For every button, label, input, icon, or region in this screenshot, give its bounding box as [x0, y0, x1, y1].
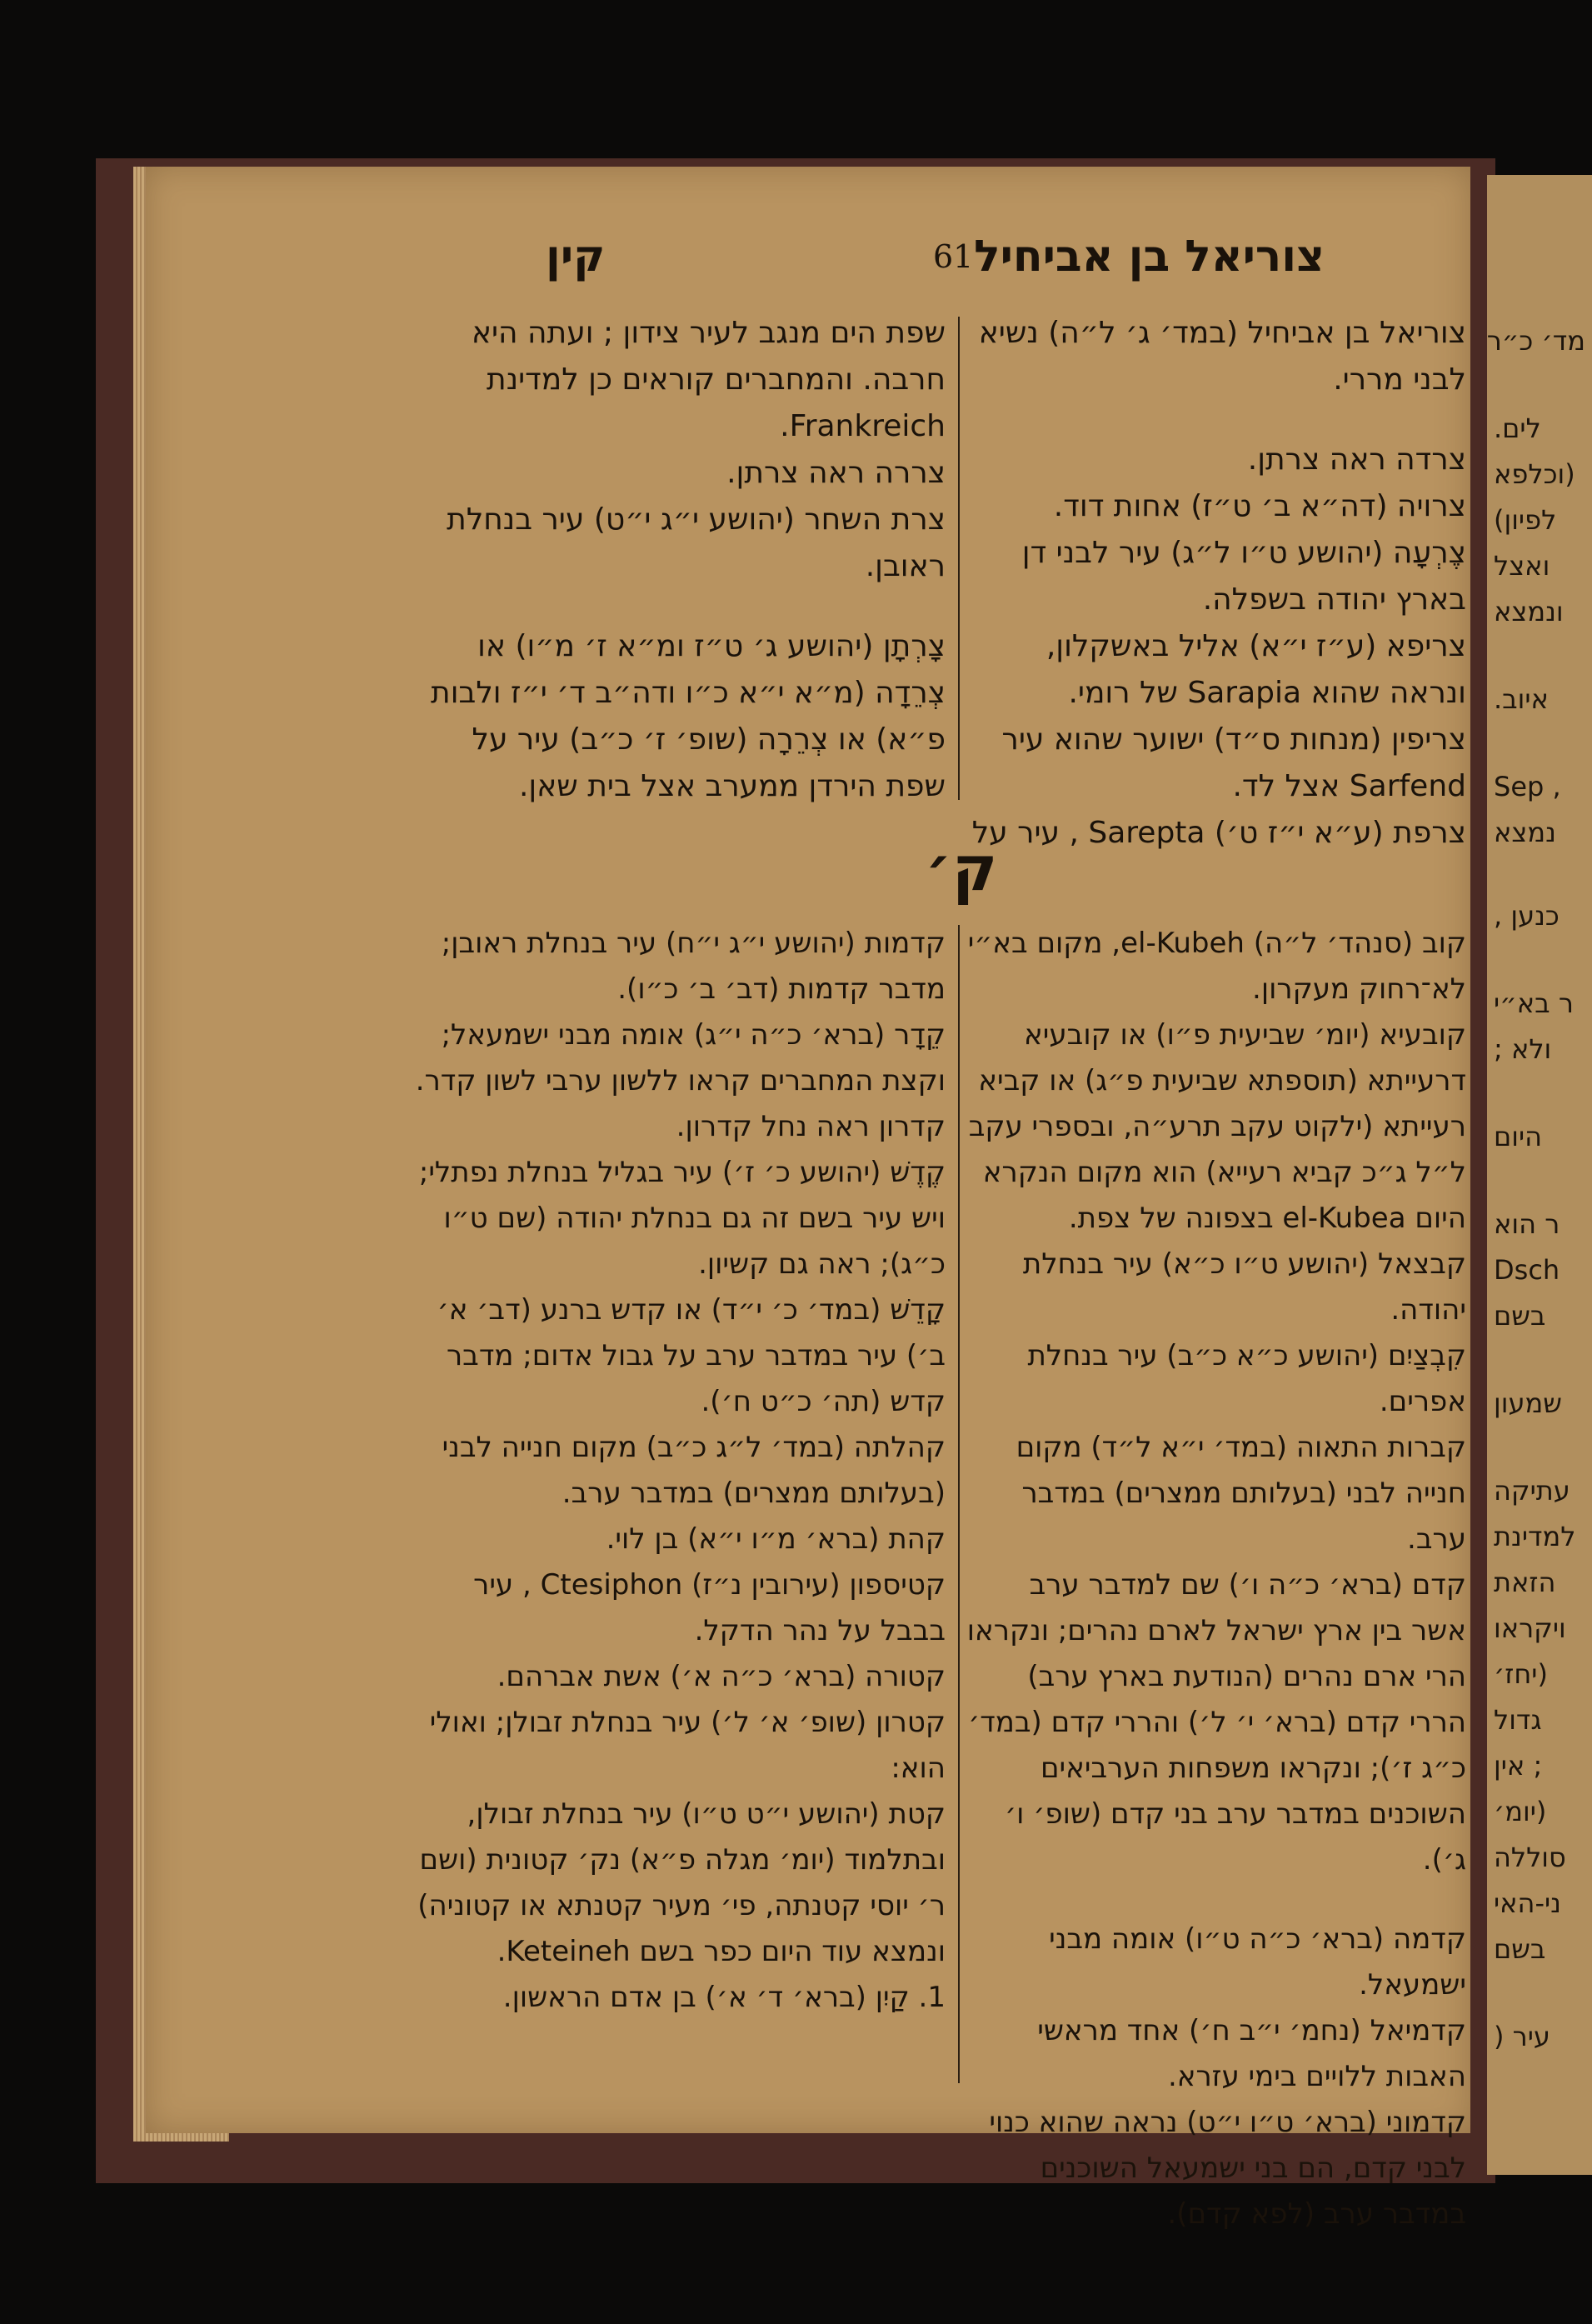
entry: קדרון ראה נחל קדרון.: [676, 1110, 946, 1143]
entry: קדם (ברא׳ כ״ה ו׳) שם למדבר ערב אשר בין ארץ ישראל לארם נהרים; ונקראו הרי ארם נהרים (הנודעת בארץ ערב) הררי קדם (ברא׳ י׳ ל׳) והררי קדם (במד׳ כ״ג ז׳); ונקראו משפחות הערביאים השוכנים במדבר ערב בני קדם (שופ׳ ו׳ ג׳).: [966, 1568, 1466, 1877]
header-title-right: צוריאל בן אביחיל: [974, 232, 1325, 282]
fragment: , Sep: [1494, 771, 1561, 802]
fragment: (יחז׳: [1494, 1658, 1548, 1690]
lower-right-column: [966, 921, 1466, 2237]
entry: קדמיאל (נחמ׳ י״ב ח׳) אחד מראשי האבות ללויים בימי עזרא.: [1037, 2014, 1466, 2093]
entry: קברות התאוה (במד׳ י״א ל״ד) מקום חנייה לבני (בעלותם ממצרים) במדבר ערב.: [1016, 1431, 1466, 1556]
running-header: [400, 232, 1325, 298]
adjacent-page-strip: [1487, 175, 1592, 2175]
entry: קִבְצַיִם (יהושע כ״א כ״ב) עיר בנחלת אפרים.: [1027, 1339, 1466, 1418]
fragment: ; אין: [1494, 1750, 1543, 1782]
entry: צרויה (דה״א ב׳ ט״ז) אחות דוד.: [1053, 489, 1466, 523]
entry: צֶרְעָה (יהושע ט״ו ל״ג) עיר לבני דן בארץ יהודה בשפלה.: [1021, 536, 1466, 617]
entry: קהלתה (במד׳ ל״ג כ״ב) מקום חנייה לבני (בעלותם ממצרים) במדבר ערב.: [442, 1431, 946, 1510]
fragment: נמצא: [1494, 817, 1556, 848]
fragment: בשם: [1494, 1933, 1546, 1965]
fragment: מד׳ כ״ר: [1487, 325, 1585, 357]
entry: 1. קַיִן (ברא׳ ד׳ א׳) בן אדם הראשון.: [502, 1981, 946, 2014]
fragment: (וכלפא: [1494, 458, 1575, 490]
entry: קטרון (שופ׳ א׳ ל׳) עיר בנחלת זבולן; ואולי הוא:: [429, 1706, 946, 1785]
entry: קוב (סנהד׳ ל״ה) el-Kubeh, מקום בא״י לא־רחוק מעקרון.: [967, 927, 1466, 1006]
lower-left-column: [408, 921, 946, 2021]
entry: קדמה (ברא׳ כ״ה ט״ו) אומה מבני ישמעאל.: [1049, 1922, 1466, 2002]
entry: צרת השחר (יהושע י״ג י״ט) עיר בנחלת ראובן.: [447, 502, 946, 583]
fragment: ויקראו: [1494, 1612, 1566, 1644]
fragment: (יומ׳: [1494, 1796, 1547, 1827]
fragment: היום: [1494, 1121, 1543, 1152]
entry: צריפא (ע״ז י״א) אליל באשקלון, ונראה שהוא Sarapia של רומי.: [1046, 629, 1466, 710]
entry: צררה ראה צרתן.: [726, 456, 946, 490]
entry: שפת הים מנגב לעיר צידון ; ועתה היא חרבה. והמחברים קוראים כן למדינת Frankreich.: [471, 316, 946, 443]
entry: קהת (ברא׳ מ״ו י״א) בן לוי.: [606, 1522, 946, 1556]
column-divider-lower: [958, 925, 960, 2083]
fragment: הזאת: [1494, 1567, 1556, 1598]
entry: צָרְתָן (יהושע ג׳ ט״ז ומ״א ז׳ מ״ו) או צְרֵדָה (מ״א י״א כ״ו ודה״ב ד׳ י״ז ולבות פ״א) או צְרֵרָה (שופ׳ ז׳ כ״ב) עיר על שפת הירדן ממערב אצל בית שאן.: [431, 629, 946, 803]
fragment: ואצל: [1494, 550, 1550, 582]
entry: צוריאל בן אביחיל (במד׳ ג׳ ל״ה) נשיא לבני מררי.: [978, 316, 1466, 397]
entry: קובעיא (יומ׳ שביעית פ״ו) או קובעיא דרעייתא (תוספתא שביעית פ״ג) או קביא רעייתא (ילקוט עקב תרע״ה, ובספרי עקב ל״ל ג״כ קביא רעייא) הוא מקום הנקרא היום el-Kubea בצפונה של צפת.: [968, 1018, 1466, 1235]
fragment: Dsch: [1494, 1254, 1560, 1286]
fragment: איוב.: [1494, 683, 1549, 715]
upper-right-column: [966, 310, 1466, 857]
entry: צרדה ראה צרתן.: [1247, 442, 1466, 477]
entry: קטת (יהושע י״ט ט״ו) עיר בנחלת זבולן, ובתלמוד (יומ׳ מגלה פ״א) נק׳ קטונית (ושם ר׳ יוסי קטנתה, פי׳ מעיר קטנתא או קטוניה) ונמצא עוד היום כפר בשם Keteineh.: [417, 1797, 946, 1968]
entry: קדמוני (ברא׳ ט״ו י״ט) נראה שהוא כנוי לבני קדם, הם בני ישמעאל השוכנים במדבר ערב (לפא קדם).: [989, 2106, 1466, 2231]
entry: קבצאל (יהושע ט״ו כ״א) עיר בנחלת יהודה.: [1022, 1247, 1466, 1327]
page-number: 61: [933, 238, 974, 275]
entry: צרפת (ע״א י״ז ט׳) Sarepta , עיר על: [971, 816, 1466, 850]
fragment: לפיון): [1494, 504, 1557, 536]
entry: קטיספון (עירובין נ״ז) Ctesiphon , עיר בבבל על נהר הדקל.: [473, 1568, 946, 1647]
entry: קטורה (ברא׳ כ״ה א׳) אשת אברהם.: [497, 1660, 946, 1693]
column-divider-upper: [958, 317, 960, 800]
fragment: שמעון: [1494, 1387, 1562, 1419]
fragment: גדול: [1494, 1704, 1542, 1736]
fragment: עתיקה: [1494, 1475, 1570, 1507]
fragment: ר בא״י: [1494, 987, 1574, 1019]
header-title-left: קין: [546, 232, 606, 282]
entry: צריפין (מנחות ס״ד) ישוער שהוא עיר Sarfend אצל לד.: [1001, 722, 1466, 803]
fragment: ר הוא: [1494, 1208, 1560, 1240]
entry: קֵדָר (ברא׳ כ״ה י״ג) אומה מבני ישמעאל; וקצת המחברים קראו ללשון ערבי לשון קדר.: [415, 1018, 946, 1097]
entry: קֶדֶשׁ (יהושע כ׳ ז׳) עיר בגליל בנחלת נפתלי; ויש עיר בשם זה גם בנחלת יהודה (שם ט״ו כ״ג); ראה גם קשיון.: [418, 1156, 946, 1281]
entry: קָדֵשׁ (במד׳ כ׳ י״ד) או קדש ברנע (דב׳ א׳ ב׳) עיר במדבר ערב על גבול אדום; מדבר קדש (תה׳ כ״ט ח׳).: [437, 1293, 946, 1418]
fragment: בשם: [1494, 1300, 1546, 1332]
fragment: לים.: [1494, 412, 1541, 444]
fragment: ני-האי: [1494, 1887, 1561, 1919]
fragment: ולא ;: [1494, 1033, 1552, 1065]
upper-left-column: [408, 310, 946, 810]
fragment: למדינת: [1494, 1521, 1576, 1552]
fragment: כנען ,: [1494, 900, 1560, 932]
fragment: ונמצא: [1494, 596, 1564, 627]
fragment: סוללה: [1494, 1842, 1566, 1873]
entry: קדמות (יהושע י״ג י״ח) עיר בנחלת ראובן; מדבר קדמות (דב׳ ב׳ כ״ו).: [441, 927, 946, 1006]
section-letter: ק׳: [925, 833, 998, 905]
fragment: עיר (: [1494, 2021, 1550, 2052]
